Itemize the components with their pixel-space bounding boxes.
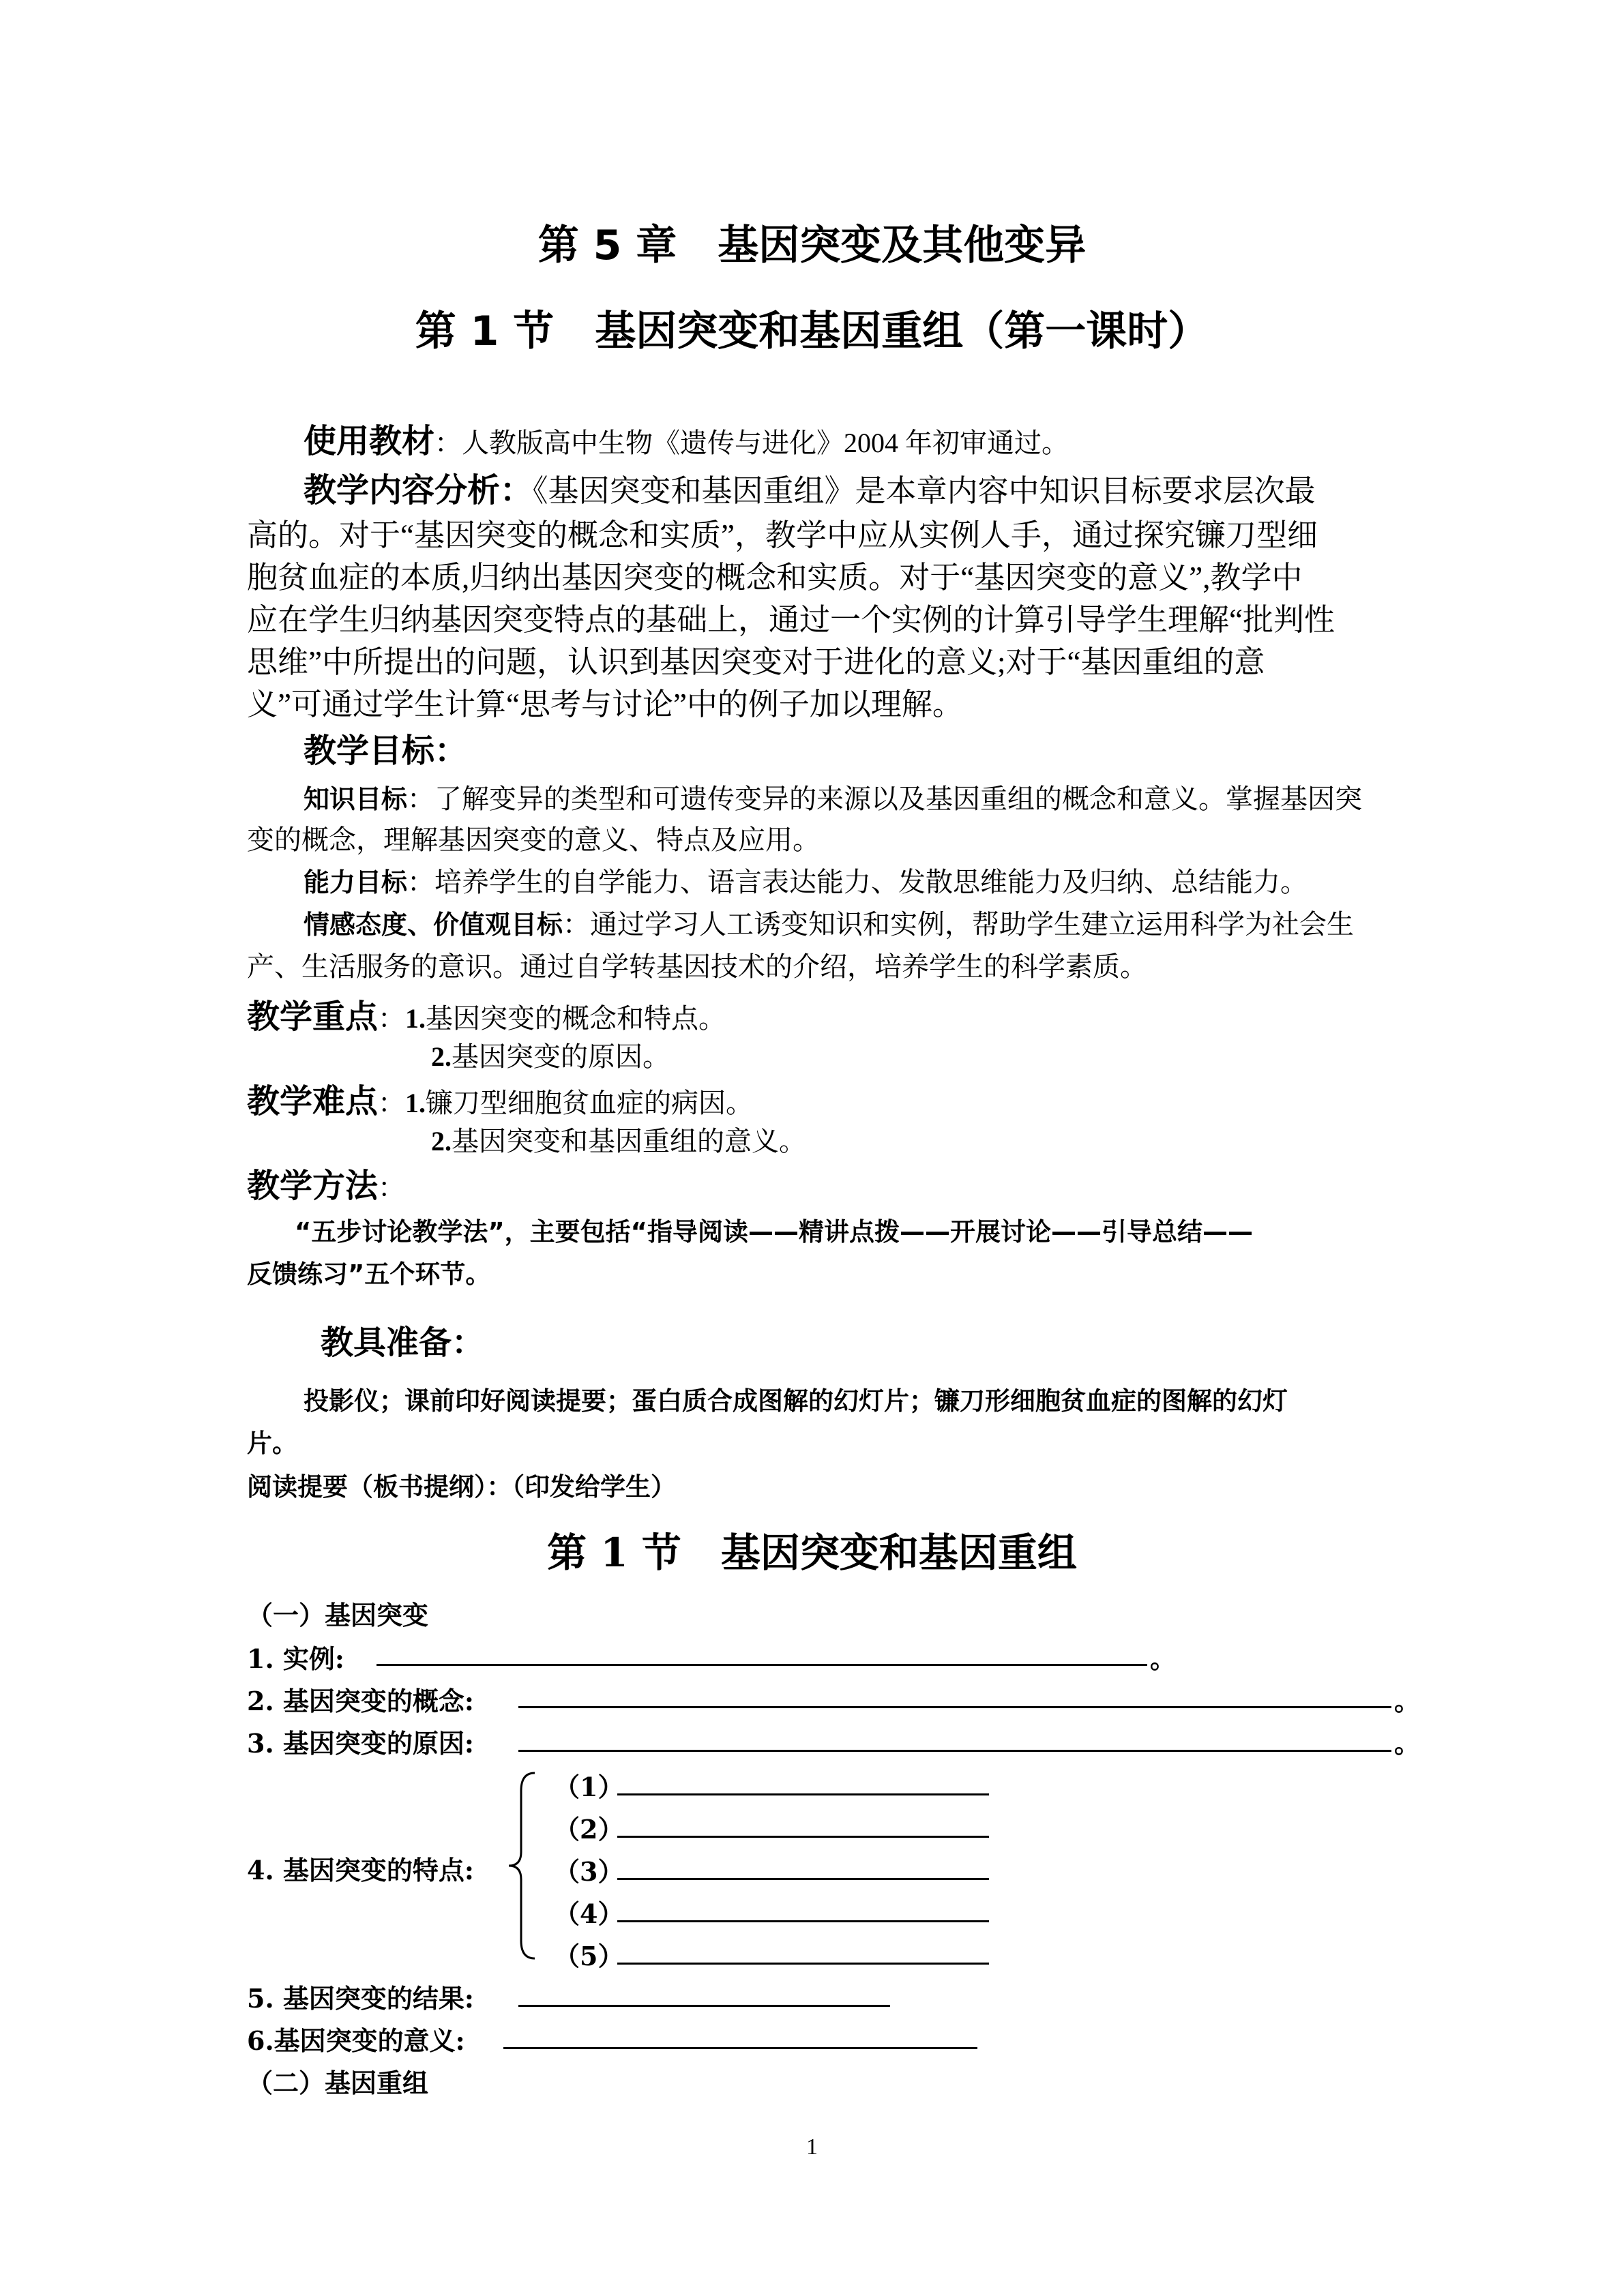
page-number: 1 bbox=[806, 2134, 818, 2160]
emotion-text: ：通过学习人工诱变知识和实例，帮助学生建立运用科学为社会生 bbox=[563, 909, 1355, 940]
textbook-value: ：人教版高中生物《遗传与进化》2004 年初审通过。 bbox=[434, 428, 1069, 458]
answer-line-2[interactable] bbox=[518, 1706, 1391, 1708]
difficulties bbox=[247, 1075, 753, 1122]
sub-item-4-label: （4） bbox=[554, 1898, 624, 1929]
knowledge-text-2: 变的概念，理解基因突变的意义、特点及应用。 bbox=[247, 824, 820, 855]
outline-item-6: 6.基因突变的意义: bbox=[247, 2025, 465, 2056]
sub-item-2-label: （2） bbox=[554, 1814, 624, 1845]
key-point-2 bbox=[431, 1035, 670, 1074]
key-points-colon: ： bbox=[378, 1003, 406, 1034]
sub-item-1-line[interactable] bbox=[617, 1793, 989, 1795]
method-heading bbox=[247, 1159, 405, 1206]
section-title: 第 1 节 基因突变和基因重组（第一课时） bbox=[415, 308, 1209, 355]
difficulty-2 bbox=[431, 1120, 806, 1159]
answer-line-6[interactable] bbox=[503, 2047, 977, 2049]
outline-section-title: 第 1 节 基因突变和基因重组 bbox=[547, 1530, 1077, 1576]
outline-part-1: （一）基因突变 bbox=[247, 1600, 429, 1630]
outline-part-2: （二）基因重组 bbox=[247, 2068, 429, 2098]
chapter-title: 第 5 章 基因突变及其他变异 bbox=[537, 222, 1087, 269]
sub-item-5-line[interactable] bbox=[617, 1963, 989, 1965]
analysis-line-6: 义”可通过学生计算“思考与讨论”中的例子加以理解。 bbox=[247, 687, 963, 721]
knowledge-text: ：了解变异的类型和可遗传变异的来源以及基因重组的概念和意义。掌握基因突 bbox=[407, 784, 1363, 814]
ability-objective bbox=[304, 861, 1308, 899]
method-label: 教学方法 bbox=[247, 1167, 379, 1205]
analysis-label: 教学内容分析： bbox=[304, 471, 533, 509]
period-3: 。 bbox=[1394, 1728, 1421, 1759]
sub-item-4-line[interactable] bbox=[617, 1920, 989, 1922]
emotion-label: 情感态度、价值观目标 bbox=[304, 910, 563, 940]
period-1: 。 bbox=[1150, 1643, 1177, 1674]
knowledge-objective bbox=[304, 777, 1362, 816]
sub-item-2-line[interactable] bbox=[617, 1836, 989, 1838]
difficulty-2-text: 基因突变和基因重组的意义。 bbox=[452, 1126, 806, 1157]
method-text-2: 反馈练习”五个环节。 bbox=[247, 1259, 491, 1289]
analysis-line-4: 应在学生归纳基因突变特点的基础上，通过一个实例的计算引导学生理解“批判性 bbox=[247, 603, 1335, 637]
difficulty-2-num: 2. bbox=[431, 1126, 452, 1157]
sub-item-1-label: （1） bbox=[554, 1772, 624, 1802]
key-points-label: 教学重点 bbox=[247, 998, 379, 1036]
difficulty-1-num: 1. bbox=[405, 1088, 426, 1118]
sub-item-5-label: （5） bbox=[554, 1941, 624, 1971]
outline-item-5: 5. 基因突变的结果: bbox=[247, 1983, 474, 2014]
emotion-objective bbox=[304, 903, 1354, 942]
key-point-2-text: 基因突变的原因。 bbox=[452, 1041, 670, 1072]
brace-icon bbox=[505, 1770, 539, 1961]
textbook-label: 使用教材 bbox=[304, 422, 435, 460]
analysis-line-5: 思维”中所提出的问题，认识到基因突变对于进化的意义;对于“基因重组的意 bbox=[247, 645, 1265, 679]
objectives-heading: 教学目标： bbox=[304, 732, 468, 770]
key-point-1-num: 1. bbox=[405, 1003, 426, 1034]
knowledge-label: 知识目标 bbox=[304, 784, 408, 814]
tools-text-2: 片。 bbox=[247, 1429, 297, 1458]
sub-item-3-line[interactable] bbox=[617, 1878, 989, 1880]
period-2: 。 bbox=[1394, 1686, 1421, 1716]
tools-heading: 教具准备： bbox=[321, 1324, 485, 1362]
key-points bbox=[247, 990, 726, 1037]
analysis-line-3: 胞贫血症的本质,归纳出基因突变的概念和实质。对于“基因突变的意义”,教学中 bbox=[247, 561, 1303, 595]
reading-header: 阅读提要（板书提纲）：（印发给学生） bbox=[247, 1472, 676, 1502]
difficulty-1-text: 镰刀型细胞贫血症的病因。 bbox=[426, 1088, 754, 1118]
analysis-line-1: 《基因突变和基因重组》是本章内容中知识目标要求层次最 bbox=[533, 474, 1316, 508]
answer-line-1[interactable] bbox=[377, 1664, 1147, 1666]
analysis-first-line bbox=[304, 464, 1316, 511]
ability-label: 能力目标 bbox=[304, 867, 408, 897]
answer-line-5[interactable] bbox=[518, 2005, 890, 2007]
key-point-1-text: 基因突变的概念和特点。 bbox=[426, 1003, 726, 1034]
outline-item-3: 3. 基因突变的原因: bbox=[247, 1728, 474, 1759]
ability-text: ：培养学生的自学能力、语言表达能力、发散思维能力及归纳、总结能力。 bbox=[407, 867, 1308, 897]
outline-item-2: 2. 基因突变的概念: bbox=[247, 1686, 474, 1716]
outline-item-1: 1. 实例: bbox=[247, 1643, 344, 1674]
sub-item-3-label: （3） bbox=[554, 1856, 624, 1887]
method-text-1: “五步讨论教学法”，主要包括“指导阅读——精讲点拨——开展讨论——引导总结—— bbox=[295, 1217, 1253, 1247]
key-point-2-num: 2. bbox=[431, 1041, 452, 1072]
answer-line-3[interactable] bbox=[518, 1750, 1391, 1752]
difficulties-colon: ： bbox=[378, 1088, 406, 1118]
difficulties-label: 教学难点 bbox=[247, 1082, 379, 1120]
textbook-line bbox=[304, 415, 1069, 462]
method-colon: ： bbox=[378, 1172, 406, 1203]
tools-text-1: 投影仪；课前印好阅读提要；蛋白质合成图解的幻灯片；镰刀形细胞贫血症的图解的幻灯 bbox=[304, 1386, 1288, 1416]
emotion-text-2: 产、生活服务的意识。通过自学转基因技术的介绍，培养学生的科学素质。 bbox=[247, 951, 1147, 982]
outline-item-4: 4. 基因突变的特点: bbox=[247, 1855, 474, 1885]
analysis-line-2: 高的。对于“基因突变的概念和实质”，教学中应从实例人手，通过探究镰刀型细 bbox=[247, 518, 1318, 552]
